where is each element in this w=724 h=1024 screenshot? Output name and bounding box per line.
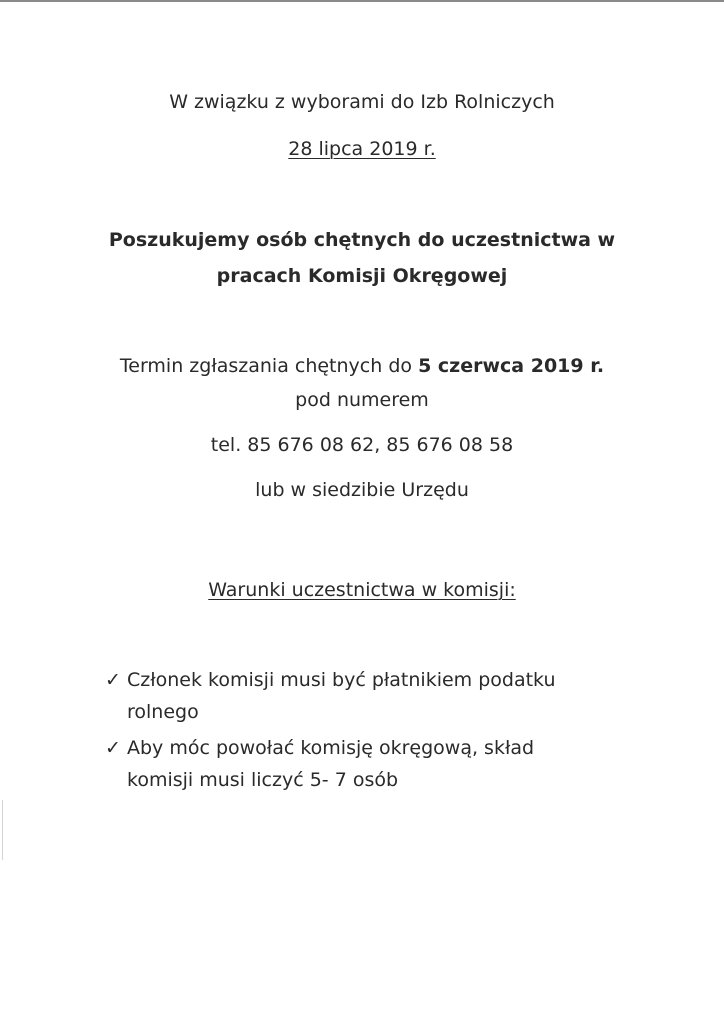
- headline-line-2: pracach Komisji Okręgowej: [216, 265, 508, 287]
- condition-1-line-1: Członek komisji musi być płatnikiem podatku: [127, 669, 556, 691]
- deadline-date: 5 czerwca 2019 r.: [418, 355, 605, 377]
- page-top-border: [0, 0, 724, 2]
- check-icon: ✓: [105, 669, 121, 691]
- condition-2-line-1: Aby móc powołać komisję okręgową, skład: [127, 737, 535, 759]
- scan-edge-mark: [2, 800, 3, 860]
- conditions-heading: Warunki uczestnictwa w komisji:: [208, 579, 516, 601]
- list-item: [105, 664, 665, 728]
- headline-line-1: Poszukujemy osób chętnych do uczestnictwa w: [108, 229, 616, 251]
- election-date: 28 lipca 2019 r.: [288, 138, 436, 160]
- list-item: [105, 732, 665, 796]
- deadline-suffix: pod numerem: [295, 389, 429, 411]
- condition-1-line-2: rolnego: [127, 701, 199, 723]
- phone-numbers: tel. 85 676 08 62, 85 676 08 58: [210, 434, 514, 456]
- condition-2-line-2: komisji musi liczyć 5- 7 osób: [127, 769, 399, 791]
- conditions-list: [105, 664, 665, 800]
- office-text: lub w siedzibie Urzędu: [255, 479, 469, 501]
- deadline-line: [0, 354, 724, 378]
- deadline-prefix: Termin zgłaszania chętnych do: [119, 355, 419, 377]
- intro-text: W związku z wyborami do Izb Rolniczych: [169, 91, 555, 113]
- check-icon: ✓: [105, 737, 121, 759]
